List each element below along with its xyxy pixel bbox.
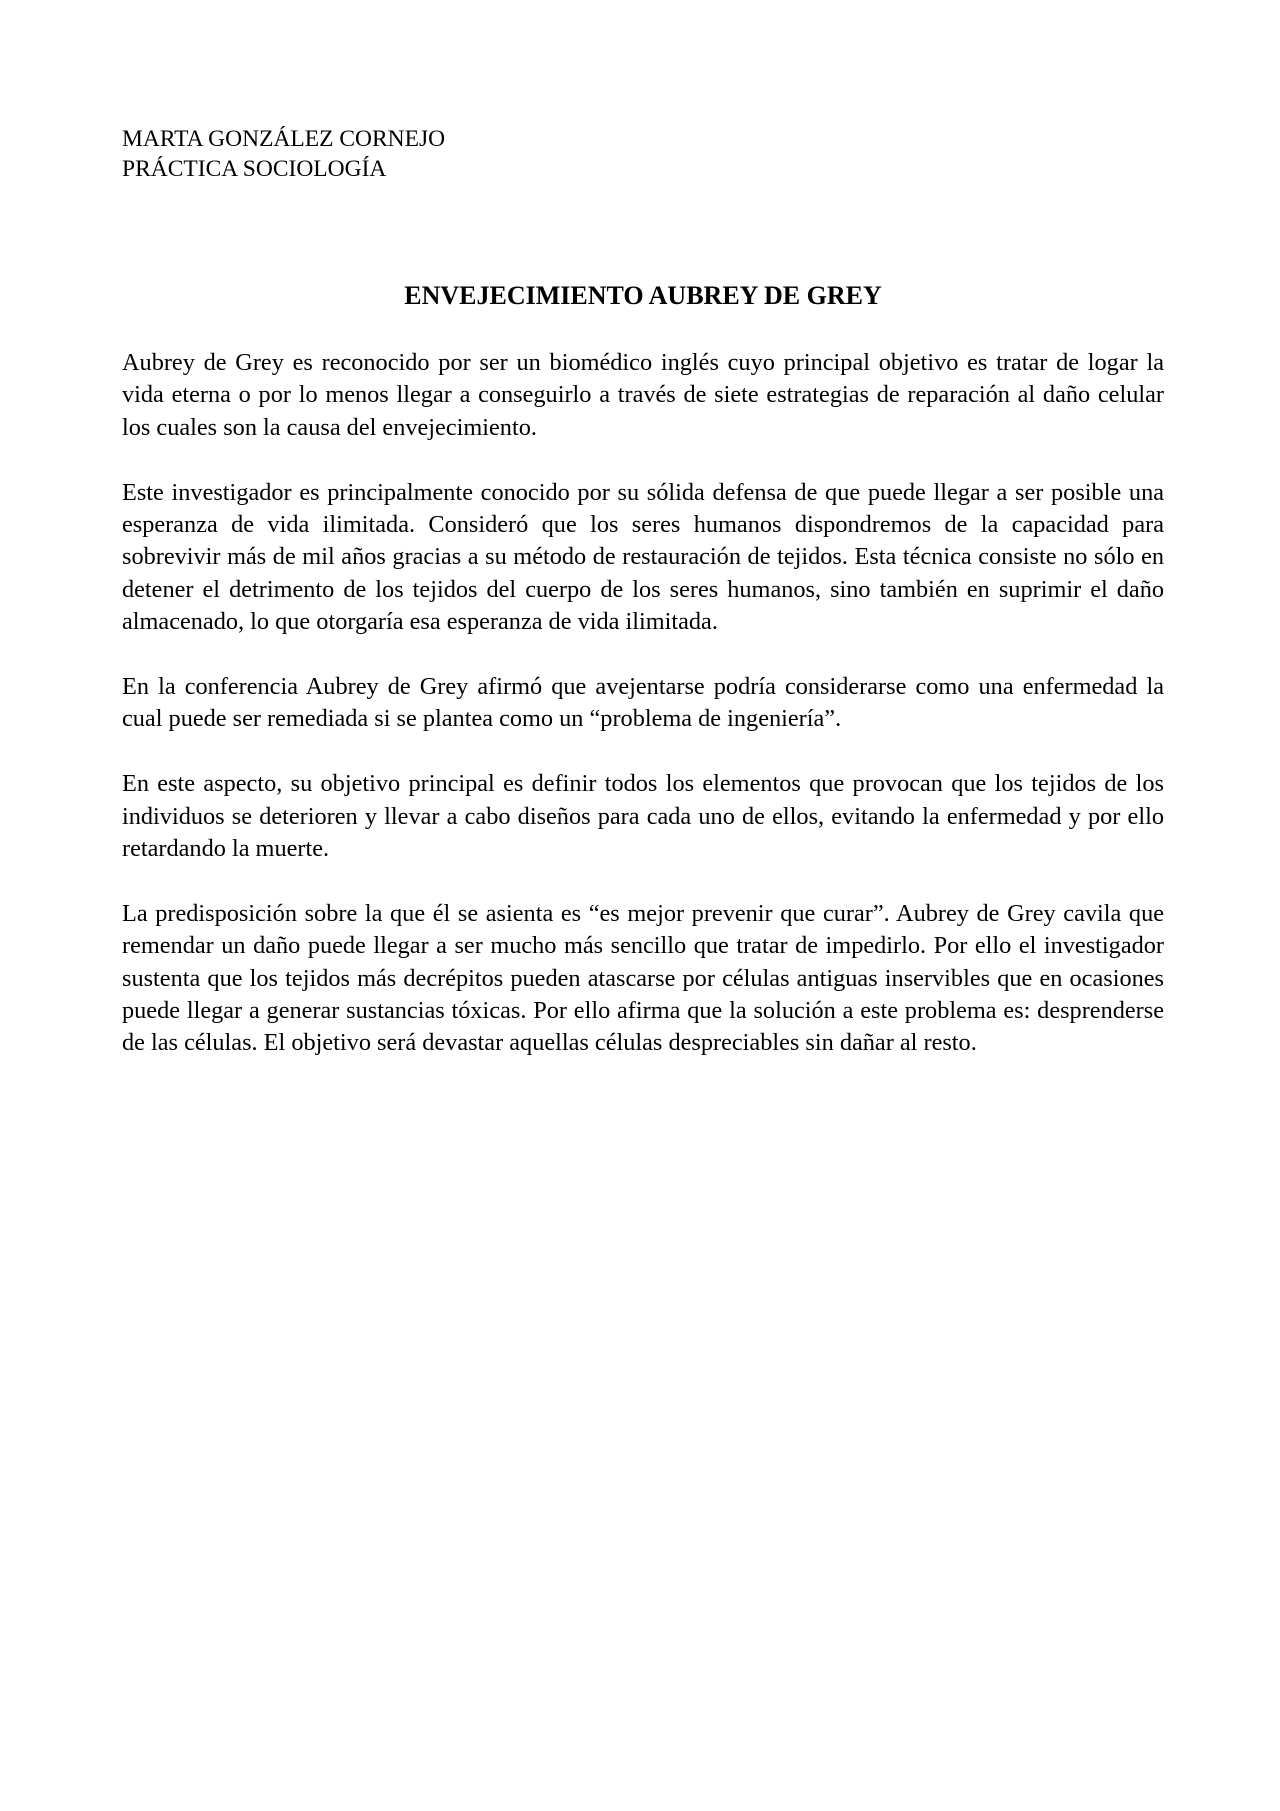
paragraph: Aubrey de Grey es reconocido por ser un biomédico inglés cuyo principal objetivo es tratar de logar la vida eterna o por lo menos llegar a conseguirlo a través de siete estrategias de reparación al daño celular los cuales son la causa del envejecimiento. <box>122 349 1164 441</box>
paragraph: Este investigador es principalmente conocido por su sólida defensa de que puede llegar a ser posible una esperanza de vida ilimitada. Consideró que los seres humanos dispondremos de la capacidad para sobrevivir más de mil años gracias a su método de restauración de tejidos. Esta técnica consiste no sólo en detener el detrimento de los tejidos del cuerpo de los seres humanos, sino también en suprimir el daño almacenado, lo que otorgaría esa esperanza de vida ilimitada. <box>122 478 1164 636</box>
paragraph: En la conferencia Aubrey de Grey afirmó que avejentarse podría considerarse como una enfermedad la cual puede ser remediada si se plantea como un “problema de ingeniería”. <box>122 673 1164 733</box>
document-body <box>122 347 1164 1092</box>
author-name: MARTA GONZÁLEZ CORNEJO <box>122 126 446 152</box>
document-title: ENVEJECIMIENTO AUBREY DE GREY <box>404 281 882 310</box>
course-subject: PRÁCTICA SOCIOLOGÍA <box>122 156 387 182</box>
paragraph: En este aspecto, su objetivo principal es definir todos los elementos que provocan que los tejidos de los individuos se deterioren y llevar a cabo diseños para cada uno de ellos, evitando la enfermedad y por ello retardando la muerte. <box>122 770 1164 863</box>
document-header <box>122 124 445 184</box>
paragraph: La predisposición sobre la que él se asienta es “es mejor prevenir que curar”. Aubrey de Grey cavila que remendar un daño puede llegar a ser mucho más sencillo que tratar de impedirlo. Por ello el investigador sustenta que los tejidos más decrépitos pueden atascarse por células antiguas inservibles que en ocasiones puede llegar a generar sustancias tóxicas. Por ello afirma que la solución a este problema es: desprenderse de las células. El objetivo será devastar aquellas células despreciables sin dañar al resto. <box>122 899 1164 1057</box>
